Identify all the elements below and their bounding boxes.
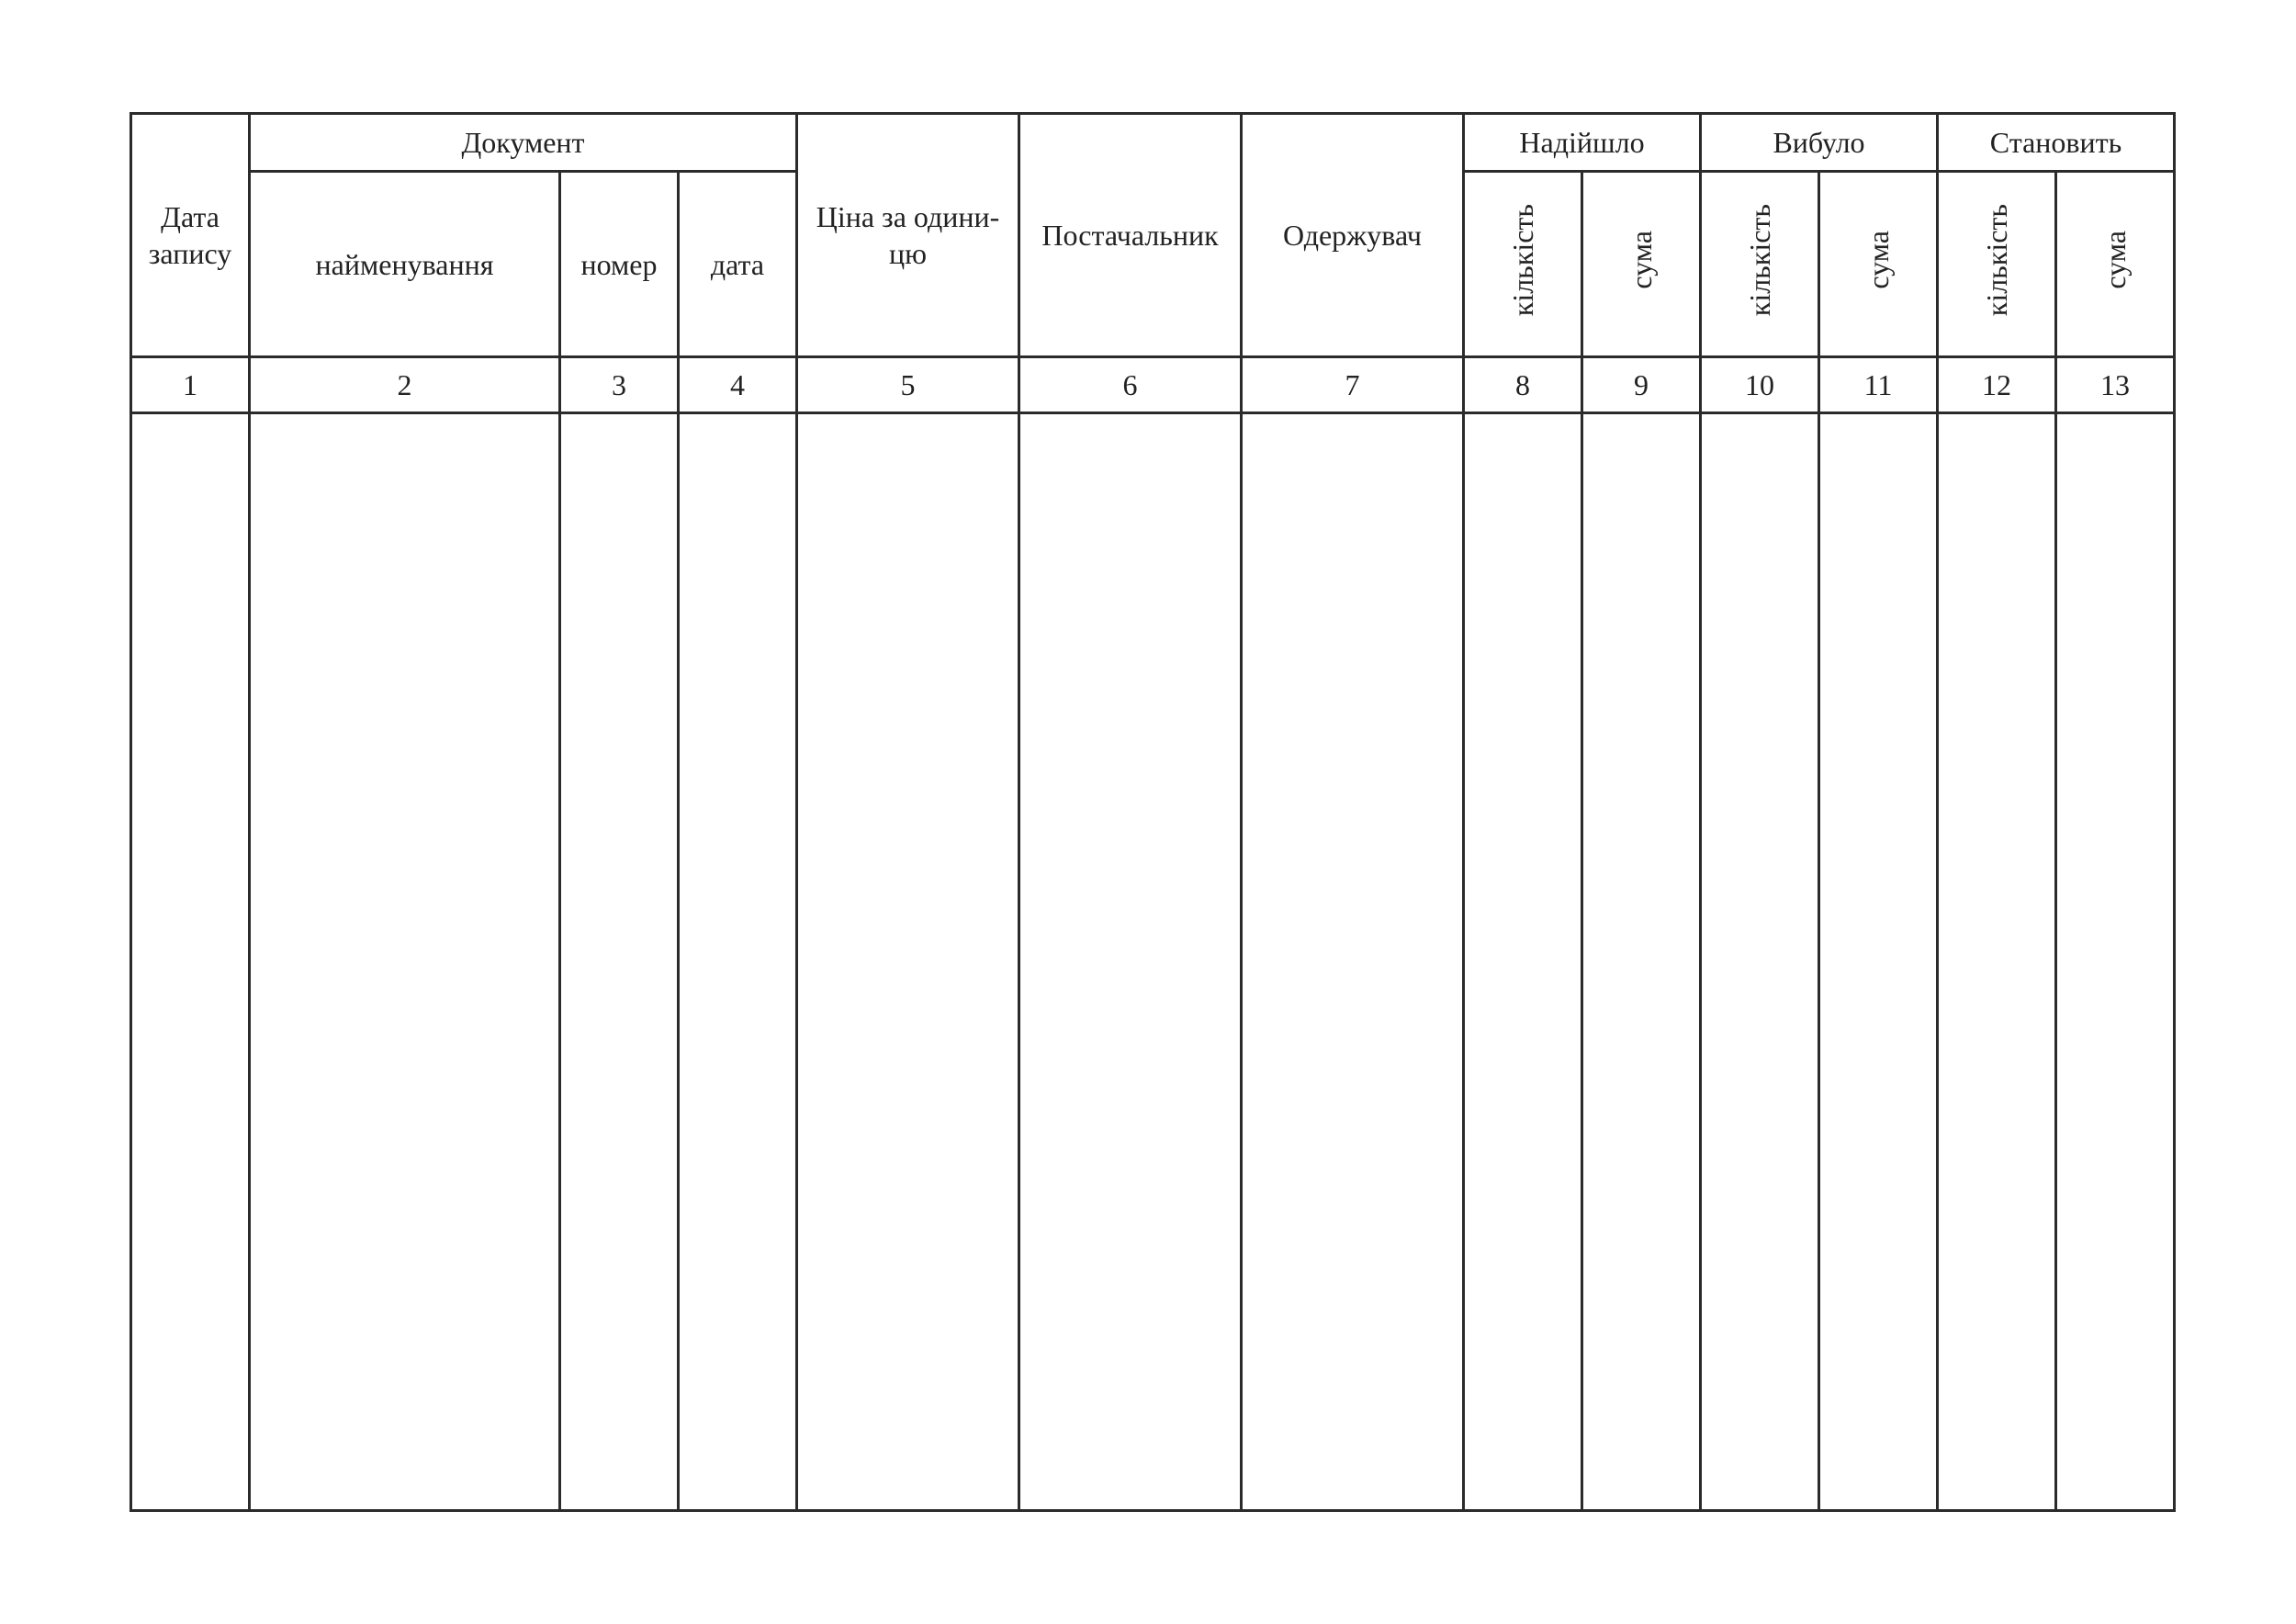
header-disposed-qty-label: кількість [1743,203,1776,317]
header-recipient: Одержувач [1242,114,1464,357]
ledger-table [129,112,2176,1512]
column-number: 6 [1019,357,1242,413]
header-unit-price-line2: цю [888,237,928,270]
header-document-name: найменування [250,172,560,357]
header-received-qty-label: кількість [1506,203,1539,317]
header-received-group: Надійшло [1464,114,1701,172]
column-number: 2 [250,357,560,413]
column-number-row [131,357,2175,413]
header-received-qty [1464,172,1582,357]
header-balance-sum [2056,172,2175,357]
entry-cell-recipient[interactable] [1242,413,1464,1511]
entry-area-row [131,413,2175,1511]
column-number: 10 [1701,357,1819,413]
header-unit-price-line1: Ціна за одини- [816,200,1000,233]
header-disposed-group: Вибуло [1701,114,1938,172]
header-row-1 [131,114,2175,172]
header-document-date: дата [679,172,797,357]
column-number: 9 [1582,357,1701,413]
header-unit-price [797,114,1019,357]
header-document-group: Документ [250,114,797,172]
entry-cell-document-number[interactable] [560,413,679,1511]
header-balance-qty-label: кількість [1980,203,2013,317]
header-document-number: номер [560,172,679,357]
column-number: 3 [560,357,679,413]
entry-cell-disposed-sum[interactable] [1819,413,1938,1511]
column-number: 12 [1938,357,2056,413]
header-balance-sum-label: сума [2099,231,2132,289]
header-date-of-entry [131,114,250,357]
entry-cell-document-name[interactable] [250,413,560,1511]
header-disposed-sum [1819,172,1938,357]
entry-cell-balance-sum[interactable] [2056,413,2175,1511]
column-number: 13 [2056,357,2175,413]
column-number: 11 [1819,357,1938,413]
header-disposed-sum-label: сума [1862,231,1895,289]
header-supplier: Постачальник [1019,114,1242,357]
entry-cell-supplier[interactable] [1019,413,1242,1511]
entry-cell-disposed-qty[interactable] [1701,413,1819,1511]
header-date-of-entry-label: Дата запису [148,200,232,270]
entry-cell-received-sum[interactable] [1582,413,1701,1511]
entry-cell-document-date[interactable] [679,413,797,1511]
header-balance-group: Становить [1938,114,2175,172]
column-number: 5 [797,357,1019,413]
entry-cell-date[interactable] [131,413,250,1511]
header-received-sum [1582,172,1701,357]
header-balance-qty [1938,172,2056,357]
column-number: 7 [1242,357,1464,413]
entry-cell-balance-qty[interactable] [1938,413,2056,1511]
column-number: 8 [1464,357,1582,413]
column-number: 4 [679,357,797,413]
entry-cell-received-qty[interactable] [1464,413,1582,1511]
column-number: 1 [131,357,250,413]
header-received-sum-label: сума [1625,231,1658,289]
entry-cell-unit-price[interactable] [797,413,1019,1511]
header-disposed-qty [1701,172,1819,357]
